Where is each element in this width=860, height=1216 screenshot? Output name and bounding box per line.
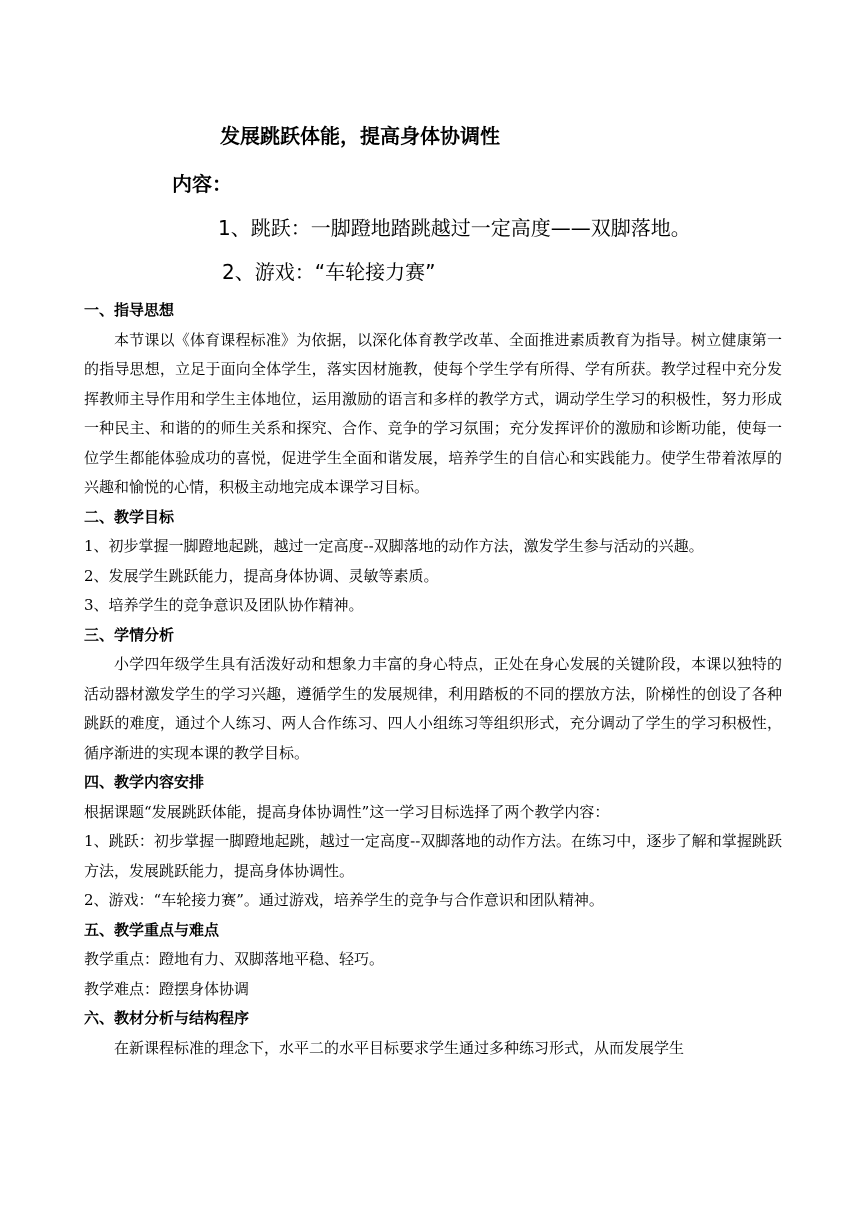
section-5-line-2: 教学难点：蹬摆身体协调 [84, 979, 250, 998]
content-item-1: 1、跳跃：一脚蹬地踏跳越过一定高度——双脚落地。 [218, 216, 691, 240]
section-5-line-1: 教学重点：蹬地有力、双脚落地平稳、轻巧。 [84, 950, 385, 968]
document-body [84, 296, 782, 1063]
section-3-paragraph: 小学四年级学生具有活泼好动和想象力丰富的身心特点，正处在身心发展的关键阶段，本课以独特的活动器材激发学生的学习兴趣，遵循学生的发展规律，利用踏板的不同的摆放方法，阶梯性的创设了各种跳跃的难度，通过个人练习、两人合作练习、四人小组练习等组织形式，充分调动了学生的学习积极性，循序渐进的实现本课的教学目标。 [84, 655, 782, 762]
section-1-paragraph: 本节课以《体育课程标准》为依据，以深化体育教学改革、全面推进素质教育为指导。树立健康第一的指导思想，立足于面向全体学生，落实因材施教，使每个学生学有所得、学有所获。教学过程中充分发挥教师主导作用和学生主体地位，运用激励的语言和多样的教学方式，调动学生学习的积极性，努力形成一种民主、和谐的的师生关系和探究、合作、竞争的学习氛围；充分发挥评价的激励和诊断功能，使每一位学生都能体验成功的喜悦，促进学生全面和谐发展，培养学生的自信心和实践能力。使学生带着浓厚的兴趣和愉悦的心情，积极主动地完成本课学习目标。 [84, 330, 782, 496]
section-heading-6: 六、教材分析与结构程序 [84, 1009, 250, 1027]
section-2-line-2: 2、发展学生跳跃能力，提高身体协调、灵敏等素质。 [84, 566, 439, 585]
section-heading-1: 一、指导思想 [84, 301, 175, 319]
section-6-paragraph: 在新课程标准的理念下，水平二的水平目标要求学生通过多种练习形式，从而发展学生 [114, 1038, 685, 1057]
section-4-line-2: 1、跳跃：初步掌握一脚蹬地起跳，越过一定高度--双脚落地的动作方法。在练习中，逐步了解和掌握跳跃方法，发展跳跃能力，提高身体协调性。 [84, 832, 782, 880]
content-item-2: 2、游戏：“车轮接力赛” [222, 260, 436, 284]
section-heading-5: 五、教学重点与难点 [84, 920, 220, 939]
section-4-line-1: 根据课题“发展跳跃体能，提高身体协调性”这一学习目标选择了两个教学内容： [84, 802, 610, 821]
section-heading-4: 四、教学内容安排 [84, 773, 205, 791]
section-2-line-1: 1、初步掌握一脚蹬地起跳，越过一定高度--双脚落地的动作方法，激发学生参与活动的兴趣。 [84, 537, 704, 555]
section-4-line-3: 2、游戏：“车轮接力赛”。通过游戏，培养学生的竞争与合作意识和团队精神。 [84, 891, 604, 909]
section-heading-2: 二、教学目标 [84, 507, 175, 526]
document-title: 发展跳跃体能，提高身体协调性 [220, 124, 500, 148]
content-label: 内容： [172, 172, 232, 196]
section-2-line-3: 3、培养学生的竞争意识及团队协作精神。 [84, 596, 364, 614]
section-heading-3: 三、学情分析 [84, 625, 175, 644]
